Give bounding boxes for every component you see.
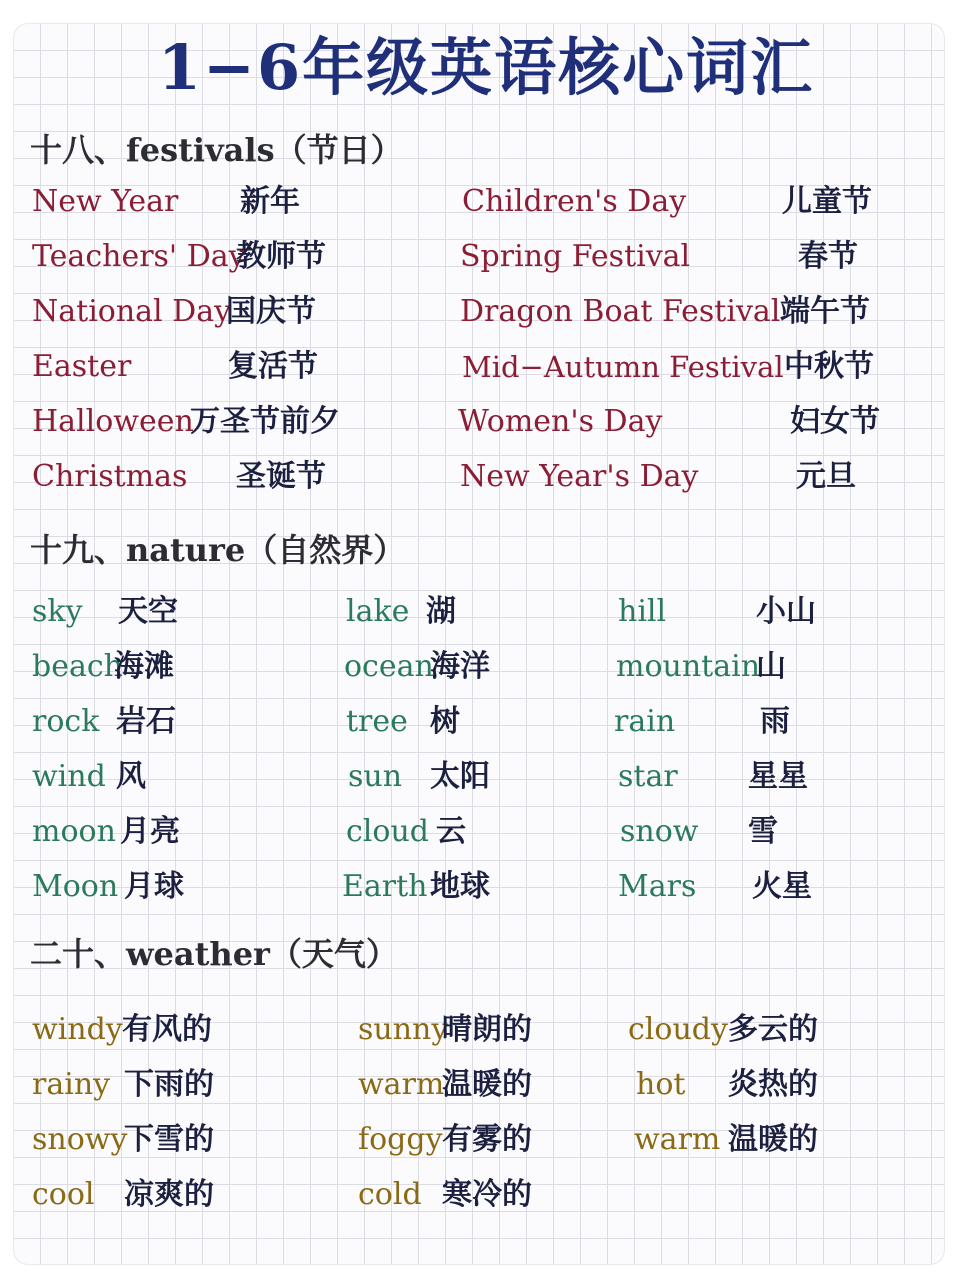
section-heading-text: 二十、weather（天气） [30,935,398,973]
weather-word: windy [32,1012,123,1047]
festival-translation: 新年 [240,184,300,219]
section-heading-nature [30,530,405,570]
weather-word: snowy [32,1122,128,1157]
festival-translation: 中秋节 [784,349,874,384]
nature-translation: 树 [430,704,460,739]
festival-word: Christmas [32,459,188,494]
nature-word: lake [346,594,410,629]
weather-word: hot [636,1067,686,1102]
weather-translation: 多云的 [728,1012,818,1047]
festival-translation: 教师节 [236,239,326,274]
nature-translation: 雪 [748,814,778,849]
nature-word: sun [348,759,403,794]
festival-translation: 国庆节 [226,294,316,329]
weather-word: cloudy [628,1012,728,1047]
section-heading-text: 十九、nature（自然界） [30,531,406,569]
nature-word: rock [32,704,100,739]
festival-translation: 复活节 [228,349,318,384]
nature-translation: 雨 [760,704,790,739]
weather-translation: 有风的 [122,1012,212,1047]
weather-word: cool [32,1177,95,1212]
festival-word: Halloween [32,404,194,439]
festival-word: Women's Day [458,404,663,439]
nature-translation: 地球 [430,869,490,904]
festival-translation: 妇女节 [790,404,880,439]
nature-word: sky [32,594,83,629]
festival-word: Easter [32,349,132,384]
section-heading-weather [30,934,398,974]
nature-word: star [618,759,678,794]
festival-translation: 万圣节前夕 [190,404,340,439]
nature-translation: 小山 [756,594,816,629]
nature-translation: 月球 [124,869,184,904]
nature-translation: 海滩 [114,649,174,684]
festival-translation: 元旦 [796,459,856,494]
festival-word: Dragon Boat Festival [460,294,781,329]
weather-translation: 寒冷的 [442,1177,532,1212]
weather-translation: 晴朗的 [442,1012,532,1047]
festival-translation: 圣诞节 [236,459,326,494]
weather-translation: 温暖的 [442,1067,532,1102]
nature-translation: 月亮 [120,814,180,849]
weather-translation: 下雪的 [124,1122,214,1157]
nature-word: mountain [616,649,761,684]
nature-word: ocean [344,649,434,684]
nature-translation: 湖 [426,594,456,629]
weather-word: warm [358,1067,445,1102]
nature-word: snow [620,814,699,849]
weather-translation: 温暖的 [728,1122,818,1157]
nature-translation: 火星 [752,869,812,904]
nature-word: beach [32,649,123,684]
festival-translation: 春节 [798,239,858,274]
festival-translation: 儿童节 [782,184,872,219]
festival-word: New Year's Day [460,459,699,494]
nature-word: Earth [342,869,428,904]
nature-translation: 太阳 [430,759,490,794]
nature-translation: 星星 [748,759,808,794]
nature-word: cloud [346,814,429,849]
nature-translation: 风 [116,759,146,794]
nature-word: hill [618,594,667,629]
weather-word: warm [634,1122,721,1157]
section-heading-festivals [30,130,403,170]
festival-translation: 端午节 [780,294,870,329]
nature-word: moon [32,814,116,849]
festival-word: Mid−Autumn Festival [462,350,784,384]
festival-word: Teachers' Day [32,239,246,274]
festival-word: New Year [32,184,179,219]
page-title: 1−6年级英语核心词汇 [150,28,822,108]
weather-word: sunny [358,1012,449,1047]
weather-word: foggy [358,1122,443,1157]
nature-word: rain [614,704,676,739]
weather-translation: 炎热的 [728,1067,818,1102]
nature-translation: 天空 [118,594,178,629]
weather-translation: 有雾的 [442,1122,532,1157]
nature-translation: 岩石 [116,704,176,739]
festival-word: Children's Day [462,184,687,219]
festival-word: National Day [32,294,232,329]
festival-word: Spring Festival [460,239,691,274]
nature-word: Moon [32,869,119,904]
section-heading-text: 十八、festivals（节日） [30,131,403,169]
title-block [0,28,972,108]
weather-word: rainy [32,1067,111,1102]
nature-word: Mars [618,869,697,904]
nature-translation: 山 [756,649,786,684]
weather-word: cold [358,1177,422,1212]
nature-word: wind [32,759,106,794]
weather-translation: 下雨的 [124,1067,214,1102]
nature-translation: 云 [436,814,466,849]
weather-translation: 凉爽的 [124,1177,214,1212]
nature-word: tree [346,704,408,739]
nature-translation: 海洋 [430,649,490,684]
